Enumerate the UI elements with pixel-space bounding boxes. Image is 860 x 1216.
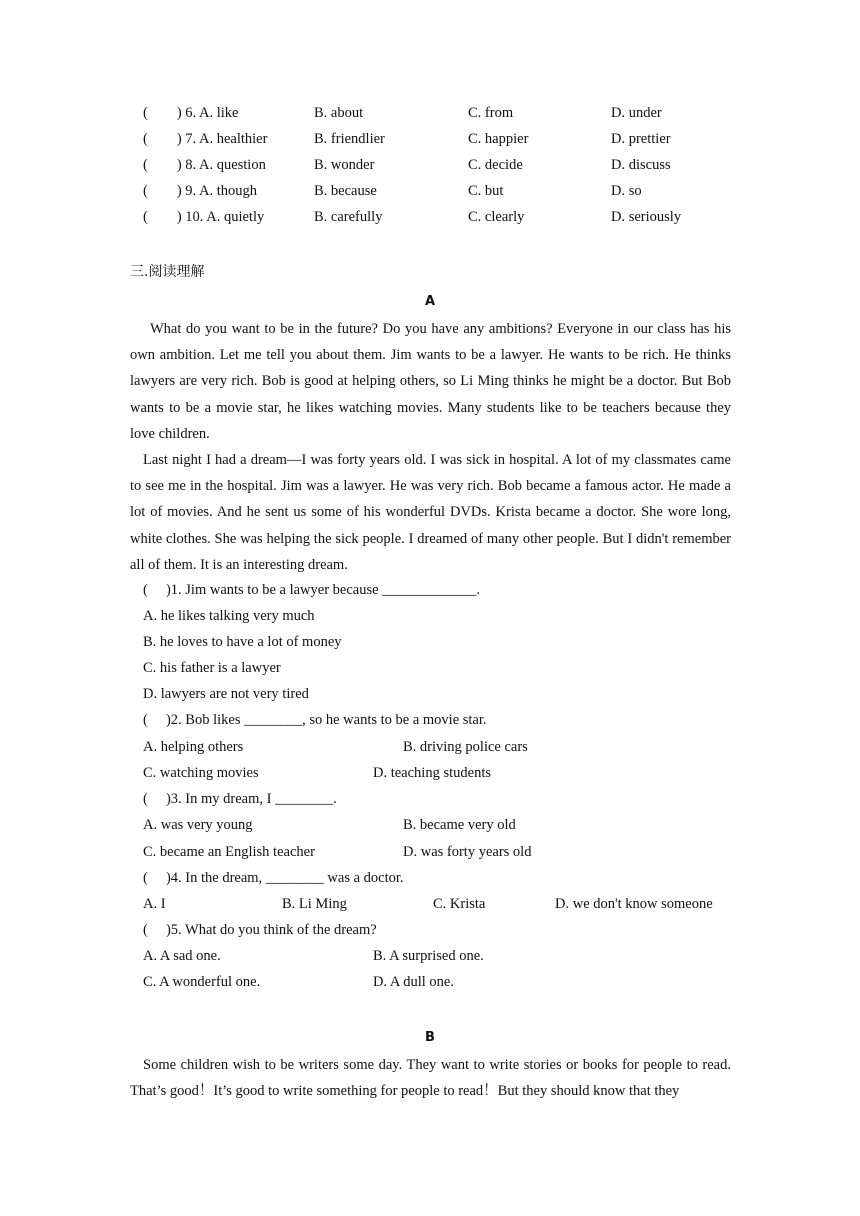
question-4-option-c: C. Krista (433, 896, 486, 912)
question-3-option-a: A. was very young (143, 817, 253, 833)
cloze-stem: ( ) 8. A. question (143, 157, 266, 173)
passage-a-heading: A (424, 294, 436, 309)
option-d: D. seriously (611, 209, 682, 225)
paragraph-text: Last night I had a dream—I was forty years old. I was sick in hospital. A lot of my classmates came to see me in the hospital. Jim was a lawyer. He was very rich. Bob became a famous actor. He made a lot of movies. And he sent us some of his wonderful DVDs. Krista became a doctor. She wore long, white clothes. She was helping the sick people. I dreamed of many other people. But I didn't remember all of them. It is an interesting dream. (130, 452, 731, 573)
cloze-stem: ( ) 10. A. quietly (143, 209, 265, 225)
paragraph-text: What do you want to be in the future? Do you have any ambitions? Everyone in our class has his own ambition. Let me tell you about them. Jim wants to be a lawyer. He wants to be rich. He thinks lawyers are very rich. Bob is good at helping others, so Li Ming thinks he might be a doctor. But Bob wants to be a movie star, he likes watching movies. Many students like to be teachers because they love children. (130, 321, 731, 442)
paragraph-text: Some children wish to be writers some day. They want to write stories or books for people to read. That’s good！It’s good to write something for people to read！But they should know that they (130, 1057, 731, 1100)
question-2: ( )2. Bob likes ________, so he wants to be a movie star. (143, 712, 487, 728)
option-b: B. carefully (314, 209, 383, 225)
option-c: C. happier (468, 131, 529, 147)
option-c: C. but (468, 183, 504, 199)
option-b: B. wonder (314, 157, 375, 173)
question-2-option-d: D. teaching students (373, 765, 491, 781)
question-4-option-a: A. I (143, 896, 166, 912)
question-2-option-c: C. watching movies (143, 765, 259, 781)
cloze-row (143, 204, 743, 230)
option-d: D. under (611, 105, 662, 121)
question-2-option-a: A. helping others (143, 739, 244, 755)
cloze-stem: ( ) 6. A. like (143, 105, 239, 121)
cloze-row (143, 100, 743, 126)
question-5: ( )5. What do you think of the dream? (143, 922, 377, 938)
question-5-option-d: D. A dull one. (373, 974, 454, 990)
option-d: D. discuss (611, 157, 671, 173)
question-3-option-d: D. was forty years old (403, 844, 532, 860)
passage-a-paragraph-1 (130, 316, 731, 447)
question-1: ( )1. Jim wants to be a lawyer because _____________. (143, 582, 481, 598)
cloze-row (143, 178, 743, 204)
question-4: ( )4. In the dream, ________ was a doctor. (143, 870, 404, 886)
question-5-option-a: A. A sad one. (143, 948, 221, 964)
cloze-row (143, 152, 743, 178)
option-c: C. from (468, 105, 514, 121)
cloze-stem: ( ) 7. A. healthier (143, 131, 268, 147)
cloze-row (143, 126, 743, 152)
question-4-option-b: B. Li Ming (282, 896, 347, 912)
option-b: B. because (314, 183, 377, 199)
question-3: ( )3. In my dream, I ________. (143, 791, 337, 807)
question-1-option-c: C. his father is a lawyer (143, 660, 281, 676)
option-b: B. about (314, 105, 364, 121)
passage-b-heading: B (425, 1030, 435, 1045)
option-c: C. clearly (468, 209, 525, 225)
section-title: 三.阅读理解 (130, 264, 205, 280)
question-3-option-c: C. became an English teacher (143, 844, 315, 860)
option-d: D. so (611, 183, 642, 199)
question-1-option-b: B. he loves to have a lot of money (143, 634, 342, 650)
question-5-option-c: C. A wonderful one. (143, 974, 261, 990)
question-2-option-b: B. driving police cars (403, 739, 528, 755)
passage-b-paragraph-1 (130, 1052, 731, 1104)
cloze-stem: ( ) 9. A. though (143, 183, 257, 199)
option-b: B. friendlier (314, 131, 385, 147)
question-3-option-b: B. became very old (403, 817, 516, 833)
option-c: C. decide (468, 157, 523, 173)
question-5-option-b: B. A surprised one. (373, 948, 484, 964)
question-1-option-a: A. he likes talking very much (143, 608, 315, 624)
passage-a-paragraph-2 (130, 447, 731, 578)
option-d: D. prettier (611, 131, 671, 147)
question-4-option-d: D. we don't know someone (555, 896, 713, 912)
question-1-option-d: D. lawyers are not very tired (143, 686, 309, 702)
